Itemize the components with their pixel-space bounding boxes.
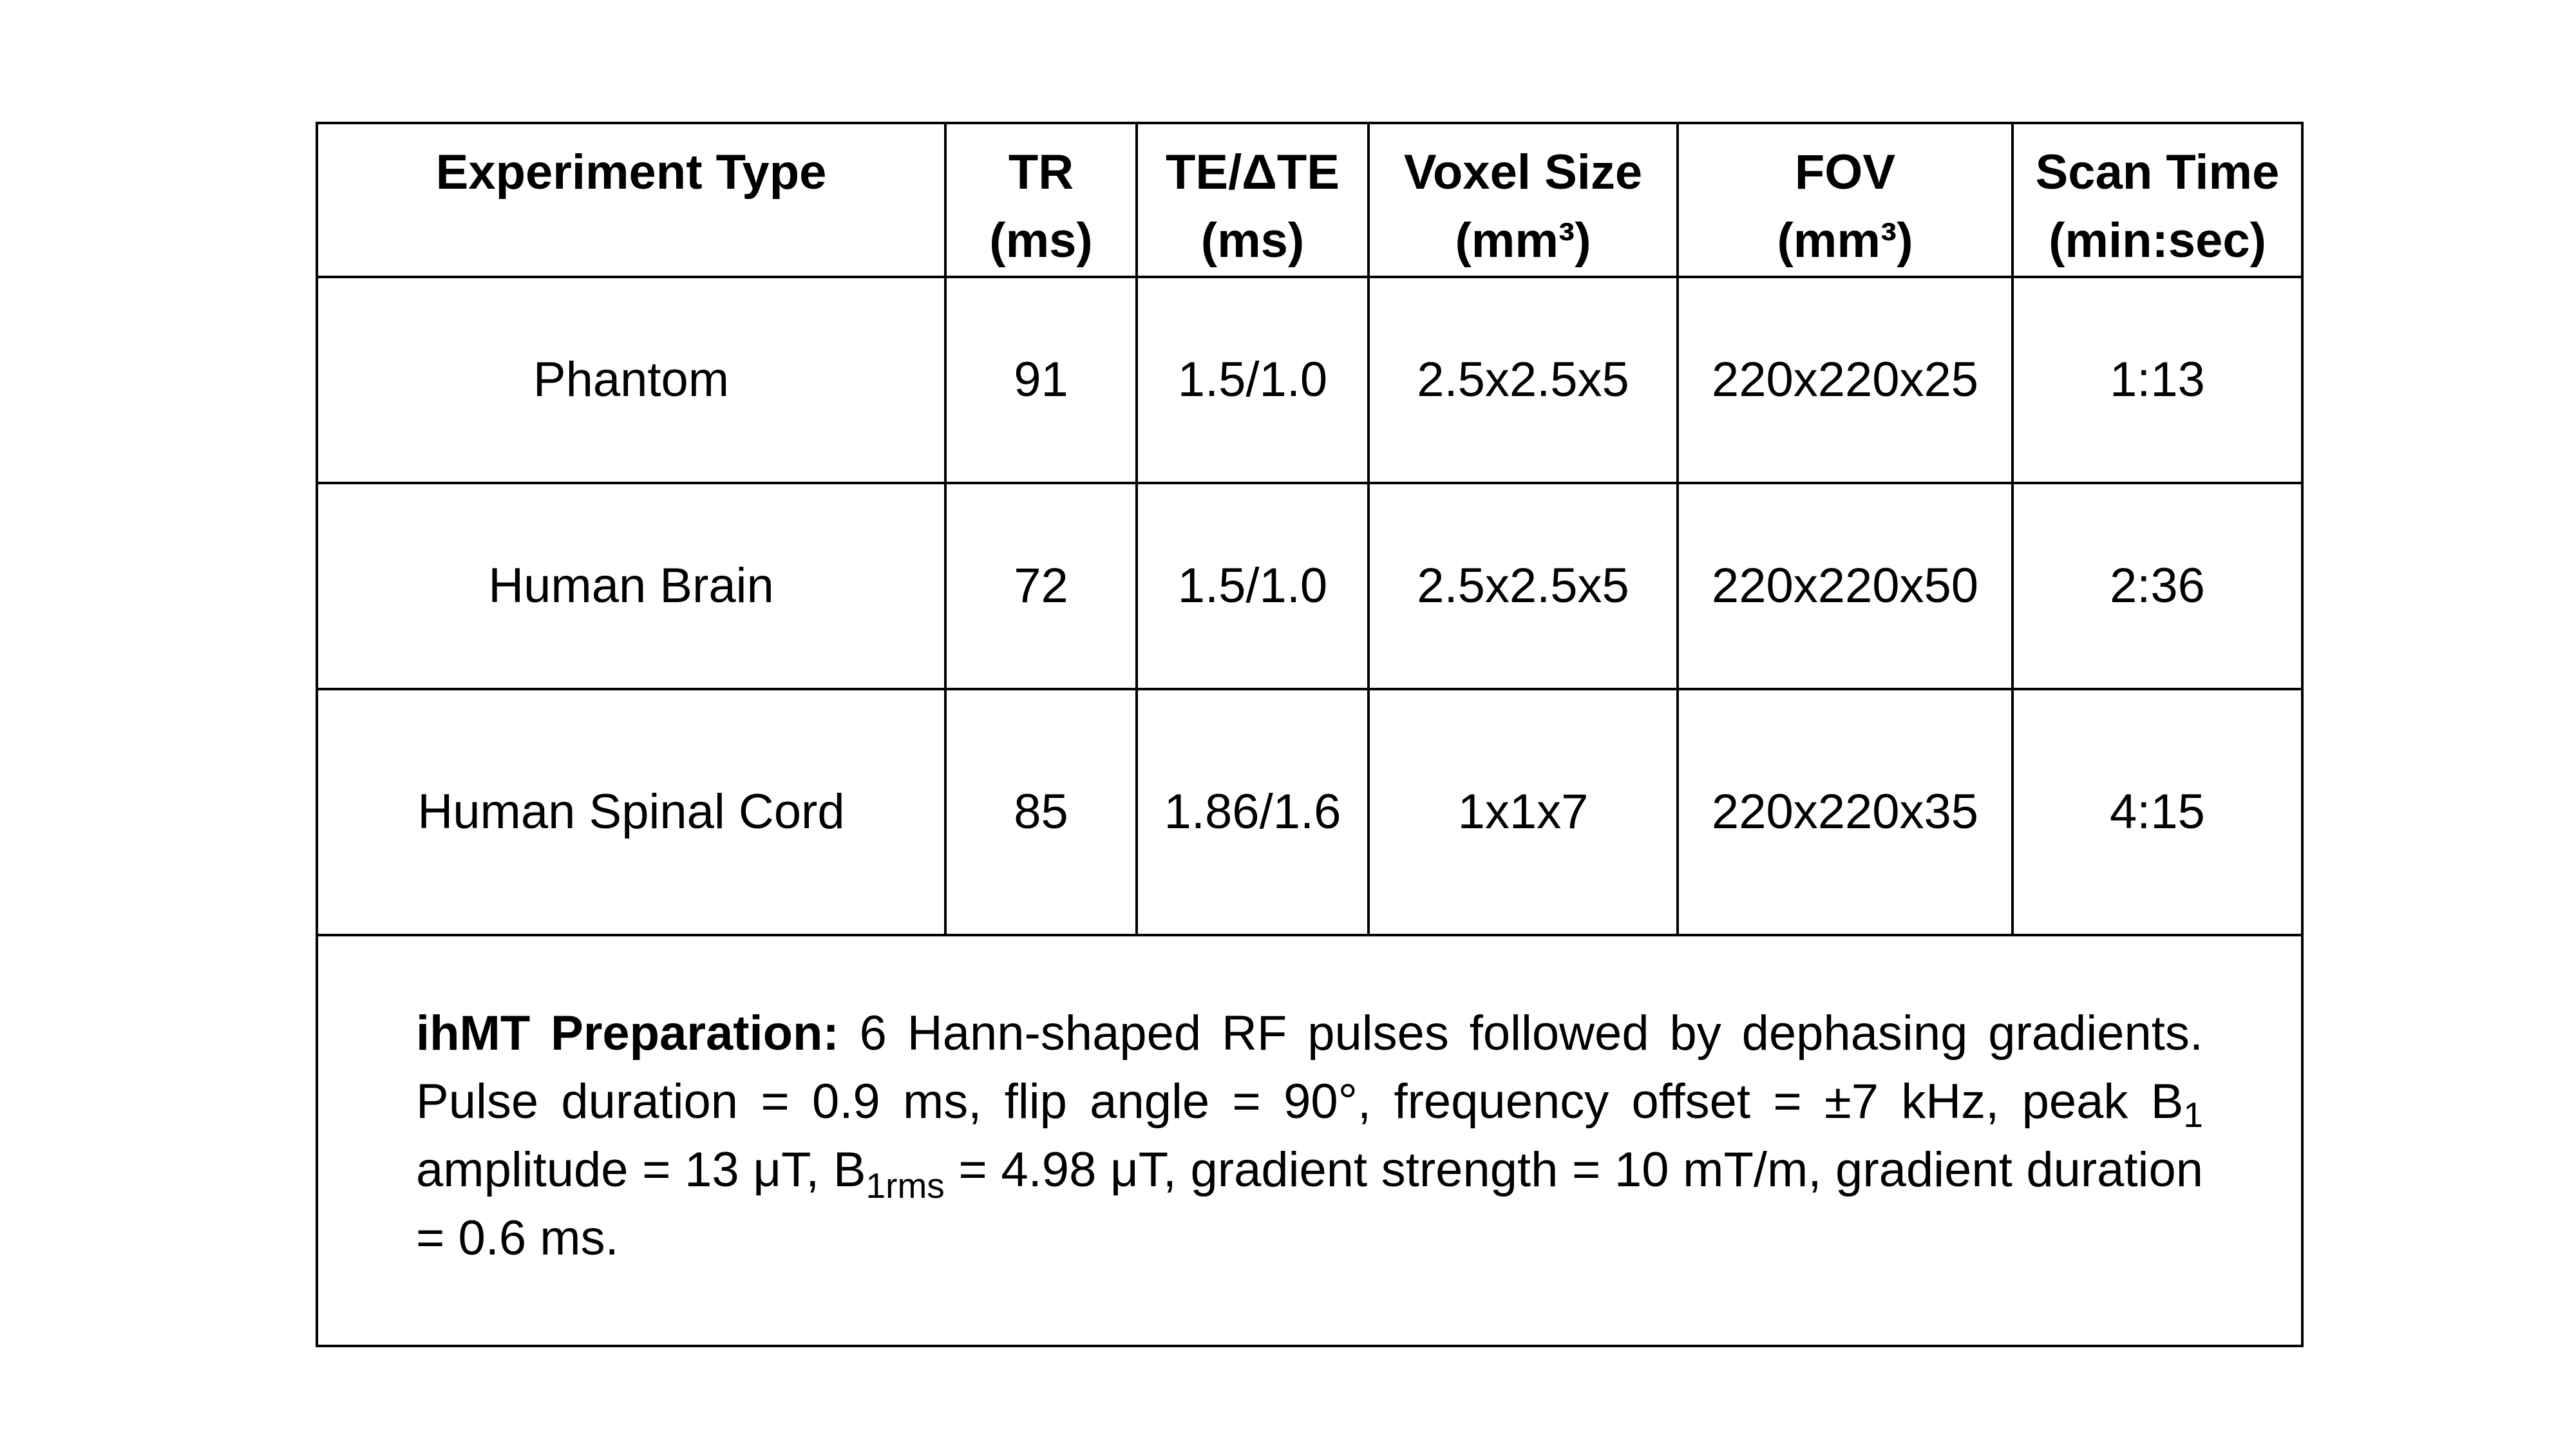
cell-te: 1.5/1.0 bbox=[1137, 483, 1368, 689]
cell-tr: 72 bbox=[945, 483, 1137, 689]
header-row bbox=[317, 123, 2302, 277]
cell-tr: 85 bbox=[945, 689, 1137, 935]
cell-fov: 220x220x25 bbox=[1678, 277, 2012, 483]
header-tr: TR (ms) bbox=[945, 123, 1137, 277]
preparation-note bbox=[317, 935, 2302, 1346]
note-subscript: 1rms bbox=[866, 1165, 945, 1206]
cell-voxel-size: 1x1x7 bbox=[1368, 689, 1678, 935]
note-subscript: 1 bbox=[2183, 1094, 2203, 1135]
note-text: amplitude = 13 μT, B bbox=[416, 1142, 866, 1197]
note-text: 6 Hann-shaped RF pulses followed by dephasing gradients. Pulse duration = 0.9 ms, flip angle = 90°, frequency offset = ±7 kHz, peak B bbox=[416, 1005, 2203, 1129]
cell-scan-time: 2:36 bbox=[2012, 483, 2302, 689]
note-row bbox=[317, 935, 2302, 1346]
header-te: TE/ΔTE (ms) bbox=[1137, 123, 1368, 277]
cell-scan-time: 1:13 bbox=[2012, 277, 2302, 483]
cell-fov: 220x220x35 bbox=[1678, 689, 2012, 935]
cell-fov: 220x220x50 bbox=[1678, 483, 2012, 689]
parameters-table bbox=[316, 122, 2304, 1347]
table-row bbox=[317, 483, 2302, 689]
cell-experiment-type: Human Brain bbox=[317, 483, 945, 689]
cell-te: 1.86/1.6 bbox=[1137, 689, 1368, 935]
header-scan-time: Scan Time (min:sec) bbox=[2012, 123, 2302, 277]
header-voxel-size: Voxel Size (mm³) bbox=[1368, 123, 1678, 277]
cell-experiment-type: Human Spinal Cord bbox=[317, 689, 945, 935]
table-row bbox=[317, 689, 2302, 935]
cell-te: 1.5/1.0 bbox=[1137, 277, 1368, 483]
header-fov: FOV (mm³) bbox=[1678, 123, 2012, 277]
cell-tr: 91 bbox=[945, 277, 1137, 483]
note-text: = 4.98 μT, gradient strength = 10 mT/m, gradient duration = 0.6 ms. bbox=[416, 1142, 2203, 1265]
cell-voxel-size: 2.5x2.5x5 bbox=[1368, 277, 1678, 483]
note-label: ihMT Preparation: bbox=[416, 1005, 839, 1061]
header-experiment-type: Experiment Type bbox=[317, 123, 945, 277]
cell-experiment-type: Phantom bbox=[317, 277, 945, 483]
cell-scan-time: 4:15 bbox=[2012, 689, 2302, 935]
cell-voxel-size: 2.5x2.5x5 bbox=[1368, 483, 1678, 689]
table-row bbox=[317, 277, 2302, 483]
